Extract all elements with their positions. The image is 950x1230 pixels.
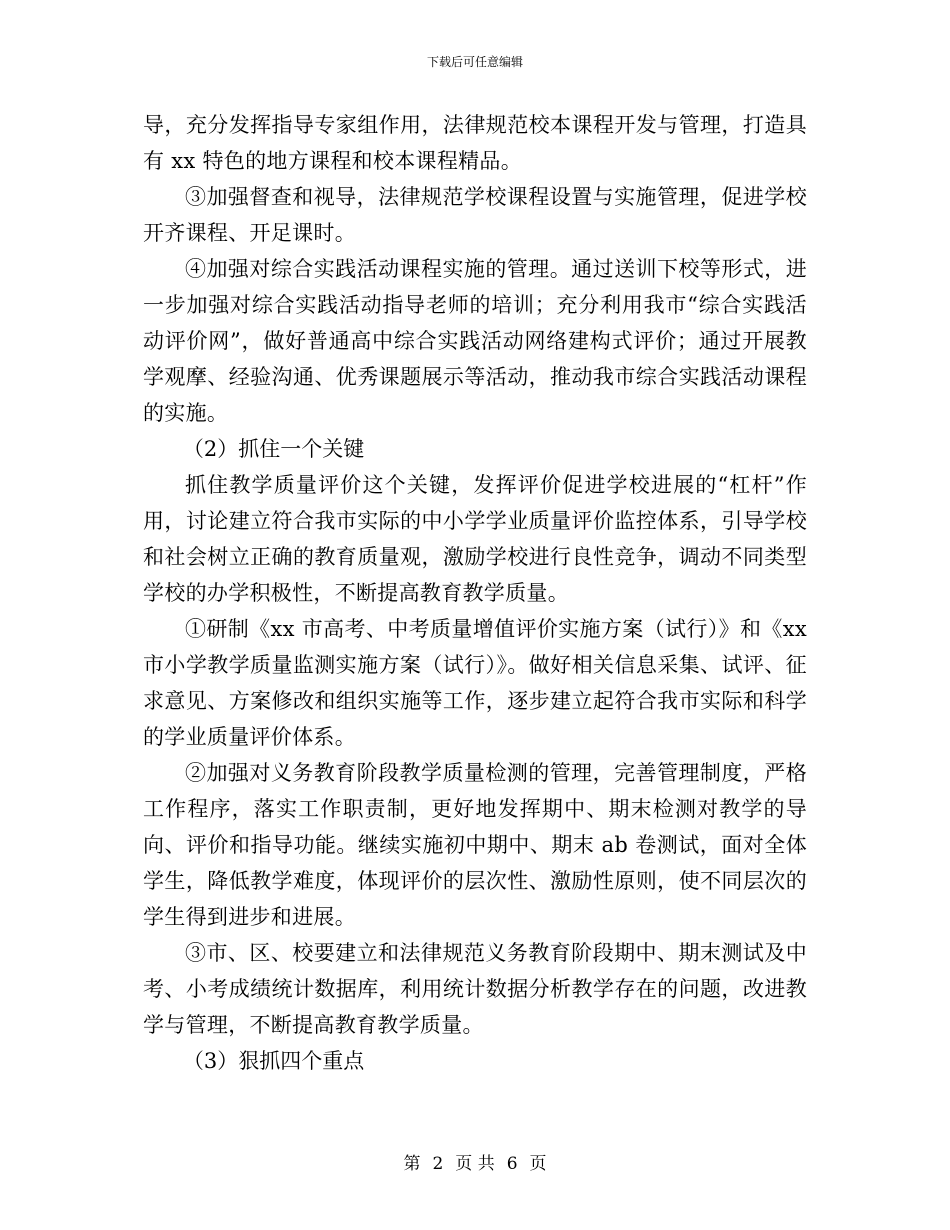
footer-middle: 页 共 [455, 1154, 495, 1174]
footer-suffix: 页 [529, 1154, 547, 1174]
footer-page-number: 2 [432, 1154, 444, 1174]
page-footer [0, 1153, 950, 1175]
page-header: 下载后可任意编辑 [426, 55, 523, 69]
paragraph-6: ②加强对义务教育阶段教学质量检测的管理，完善管理制度，严格工作程序，落实工作职责制，更好地发挥期中、期末检测对教学的导向、评价和指导功能。继续实施初中期中、期末 ab 卷测试，面对全体学生，降低教学难度，体现评价的层次性、激励性原则，使不同层次的学生得到进步和进展。 [143, 761, 807, 929]
section-heading-2: （2）抓住一个关键 [182, 437, 365, 461]
section-heading-3: （3）狠抓四个重点 [182, 1049, 365, 1073]
document-body [143, 107, 807, 1079]
paragraph-5: ①研制《xx 市高考、中考质量增值评价实施方案（试行）》和《xx 市小学教学质量监测实施方案（试行）》。做好相关信息采集、试评、征求意见、方案修改和组织实施等工作，逐步建立起符合我市实际和科学的学业质量评价体系。 [143, 617, 807, 749]
paragraph-4: 抓住教学质量评价这个关键，发挥评价促进学校进展的“杠杆”作用，讨论建立符合我市实际的中小学学业质量评价监控体系，引导学校和社会树立正确的教育质量观，激励学校进行良性竞争，调动不同类型学校的办学积极性，不断提高教育教学质量。 [143, 473, 807, 605]
footer-total-pages: 6 [506, 1154, 518, 1174]
paragraph-2: ③加强督查和视导，法律规范学校课程设置与实施管理，促进学校开齐课程、开足课时。 [143, 185, 807, 245]
footer-prefix: 第 [403, 1154, 421, 1174]
paragraph-3: ④加强对综合实践活动课程实施的管理。通过送训下校等形式，进一步加强对综合实践活动指导老师的培训；充分利用我市“综合实践活动评价网”，做好普通高中综合实践活动网络建构式评价；通过开展教学观摩、经验沟通、优秀课题展示等活动，推动我市综合实践活动课程的实施。 [143, 257, 807, 425]
paragraph-1: 导，充分发挥指导专家组作用，法律规范校本课程开发与管理，打造具有 xx 特色的地方课程和校本课程精品。 [143, 113, 807, 173]
paragraph-7: ③市、区、校要建立和法律规范义务教育阶段期中、期末测试及中考、小考成绩统计数据库，利用统计数据分析教学存在的问题，改进教学与管理，不断提高教育教学质量。 [143, 941, 807, 1037]
